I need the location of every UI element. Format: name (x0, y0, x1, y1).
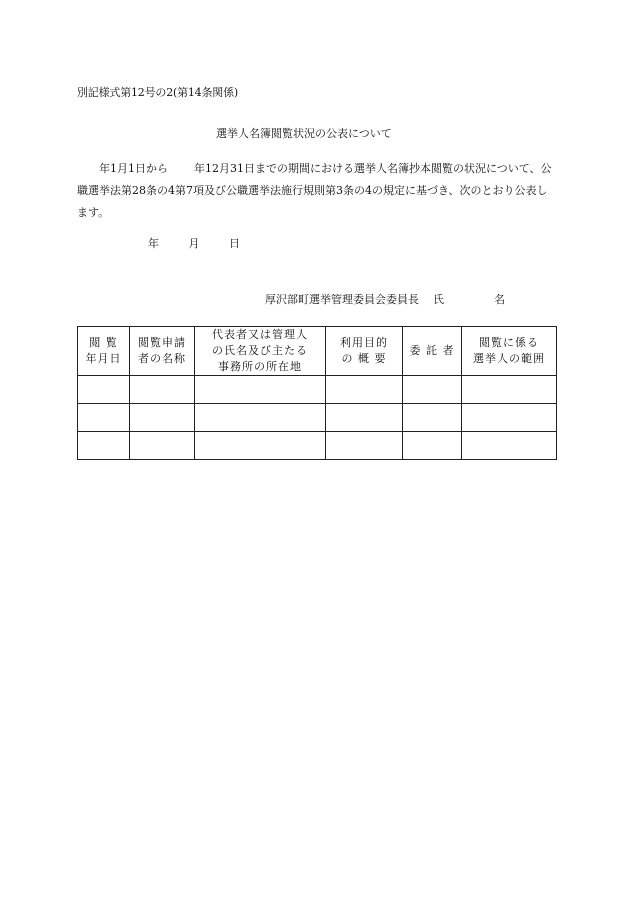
table-cell (326, 404, 403, 432)
table-cell (130, 404, 195, 432)
signature-shi: 氏 (433, 293, 444, 306)
table-cell (462, 432, 557, 460)
body-part-1: 年1月1日から (99, 162, 168, 175)
body-paragraph (77, 158, 555, 224)
body-part-2: 年12月31日までの期間における選挙人名簿抄本閲覧の状況について、公職選挙法第28条の4第7項及び公職選挙法施行規則第3条の4の規定に基づき、次のとおり公表します。 (77, 162, 552, 219)
header-voter-scope: 閲覧に係る 選挙人の範囲 (462, 327, 557, 376)
date-month: 月 (188, 237, 200, 250)
date-year: 年 (148, 237, 159, 250)
table-cell (195, 432, 326, 460)
header-inspection-date: 閲 覧 年月日 (78, 327, 130, 376)
header-consignor: 委 託 者 (403, 327, 462, 376)
signature-mei: 名 (494, 293, 505, 306)
form-number: 別記様式第12号の2(第14条関係) (77, 86, 238, 99)
document-title: 選挙人名簿閲覧状況の公表について (216, 127, 392, 140)
header-representative-address: 代表者又は管理人 の氏名及び主たる 事務所の所在地 (195, 327, 326, 376)
table-cell (130, 376, 195, 404)
table-cell (403, 432, 462, 460)
signature-office: 厚沢部町選挙管理委員会委員長 (265, 293, 419, 306)
table-cell (462, 404, 557, 432)
date-line (148, 235, 266, 253)
table-cell (326, 432, 403, 460)
signature-line (265, 291, 505, 309)
table-cell (130, 432, 195, 460)
table-cell (195, 404, 326, 432)
date-day: 日 (229, 237, 240, 250)
header-applicant-name: 閲覧申請 者の名称 (130, 327, 195, 376)
table-row (78, 432, 557, 460)
table-cell (195, 376, 326, 404)
table-header-row (78, 327, 557, 376)
table-row (78, 404, 557, 432)
table-cell (78, 432, 130, 460)
table-cell (78, 376, 130, 404)
inspection-record-table (77, 326, 557, 460)
table-cell (78, 404, 130, 432)
header-purpose-summary: 利用目的 の 概 要 (326, 327, 403, 376)
table-cell (462, 376, 557, 404)
table-cell (403, 404, 462, 432)
table-cell (326, 376, 403, 404)
table-row (78, 376, 557, 404)
table-cell (403, 376, 462, 404)
